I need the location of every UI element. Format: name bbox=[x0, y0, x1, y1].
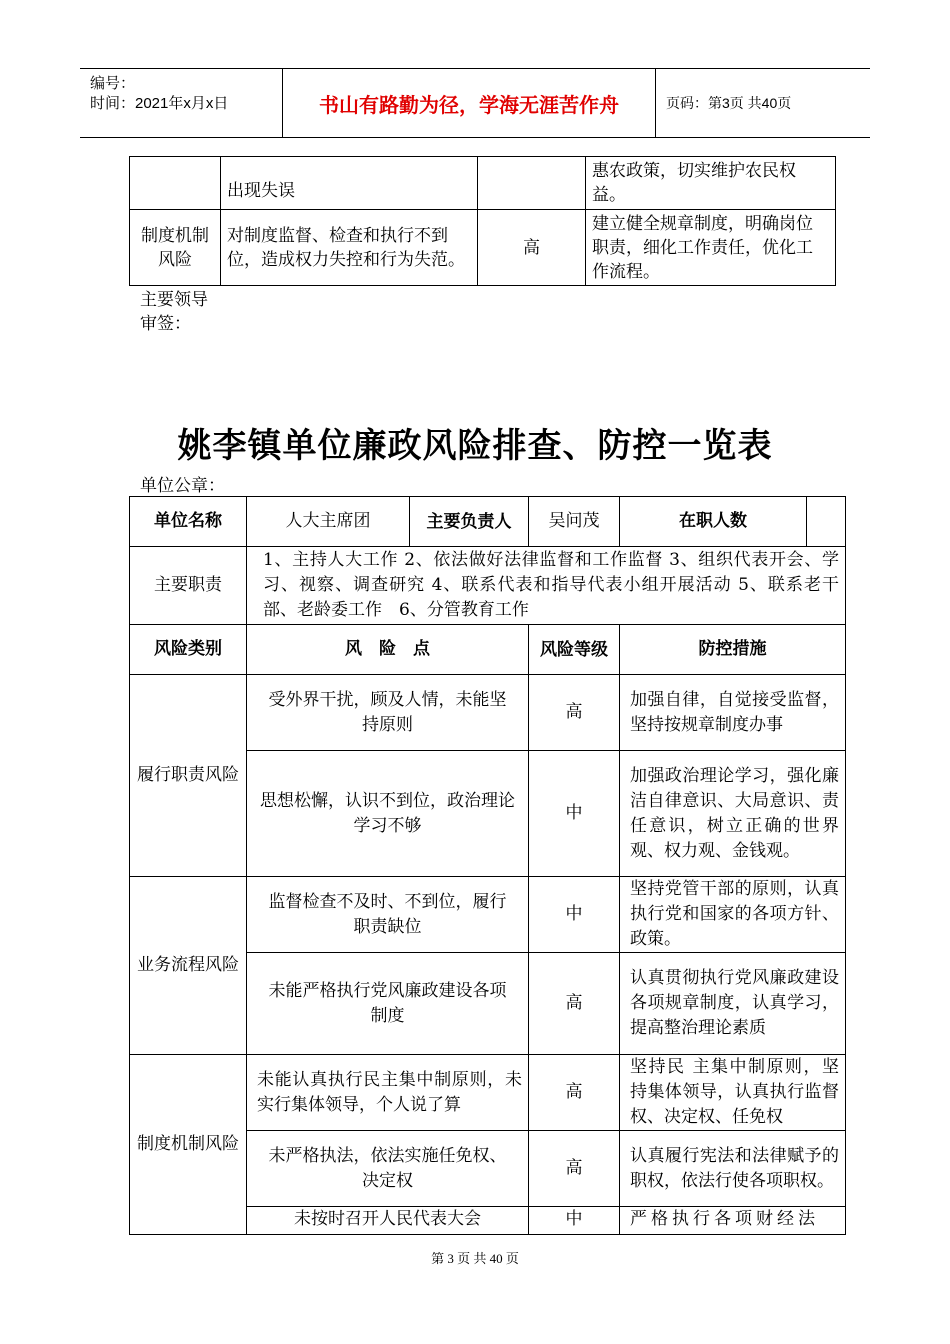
cell-category: 履行职责风险 bbox=[130, 675, 247, 877]
cell-level bbox=[478, 157, 586, 210]
cell-level: 高 bbox=[529, 675, 620, 751]
number-label: 编号： bbox=[90, 75, 136, 92]
cell-level: 高 bbox=[529, 1131, 620, 1207]
cell-level: 中 bbox=[529, 1207, 620, 1235]
duty-label: 主要职责 bbox=[130, 547, 247, 625]
cell-point: 出现失误 bbox=[221, 157, 478, 210]
cell-level: 高 bbox=[529, 953, 620, 1055]
cell-level: 高 bbox=[529, 1055, 620, 1131]
header-page-info: 页码：第3页 共40页 bbox=[666, 95, 792, 111]
cell-measure: 加强政治理论学习，强化廉洁自律意识、大局意识、责任意识，树立正确的世界观、权力观、金钱观。 bbox=[620, 751, 846, 877]
unit-info-row bbox=[130, 497, 846, 547]
header-category: 风险类别 bbox=[130, 625, 247, 675]
cell-measure: 坚持民 主集中制原则，坚持集体领导，认真执行监督权、决定权、任免权 bbox=[620, 1055, 846, 1131]
table-row bbox=[130, 1055, 846, 1131]
header-meta bbox=[80, 69, 282, 137]
cell-measure: 认真履行宪法和法律赋予的职权，依法行使各项职权。 bbox=[620, 1131, 846, 1207]
cell-category: 制度机制风险 bbox=[130, 210, 221, 286]
unit-name-label: 单位名称 bbox=[130, 497, 247, 547]
page-footer: 第 3 页 共 40 页 bbox=[431, 1251, 519, 1266]
cell-measure: 严格执行各项财经法 bbox=[620, 1207, 846, 1235]
cell-point: 受外界干扰，顾及人情，未能坚持原则 bbox=[247, 675, 529, 751]
signature-label: 主要领导审签： bbox=[140, 290, 208, 334]
table-row bbox=[130, 877, 846, 953]
cell-point: 监督检查不及时、不到位，履行职责缺位 bbox=[247, 877, 529, 953]
cell-measure: 惠农政策，切实维护农民权益。 bbox=[586, 157, 836, 210]
seal-label: 单位公章： bbox=[140, 476, 225, 496]
cell-point: 未严格执法，依法实施任免权、决定权 bbox=[247, 1131, 529, 1207]
cell-level: 中 bbox=[529, 751, 620, 877]
date-label: 时间：2021年x月x日 bbox=[90, 95, 229, 112]
table-row bbox=[130, 210, 836, 286]
cell-measure: 加强自律，自觉接受监督，坚持按规章制度办事 bbox=[620, 675, 846, 751]
cell-measure: 认真贯彻执行党风廉政建设各项规章制度，认真学习，提高整治理论素质 bbox=[620, 953, 846, 1055]
header-point: 风 险 点 bbox=[247, 625, 529, 675]
risk-table bbox=[129, 496, 846, 1235]
cell-measure: 坚持党管干部的原则，认真执行党和国家的各项方针、政策。 bbox=[620, 877, 846, 953]
leader-value: 吴问茂 bbox=[529, 497, 620, 547]
cell-measure: 建立健全规章制度，明确岗位职责，细化工作责任，优化工作流程。 bbox=[586, 210, 836, 286]
staff-label: 在职人数 bbox=[620, 497, 807, 547]
cell-point: 思想松懈，认识不到位，政治理论学习不够 bbox=[247, 751, 529, 877]
cell-level: 高 bbox=[478, 210, 586, 286]
header-level: 风险等级 bbox=[529, 625, 620, 675]
cell-category: 制度机制风险 bbox=[130, 1055, 247, 1235]
header-measure: 防控措施 bbox=[620, 625, 846, 675]
staff-value bbox=[807, 497, 846, 547]
cell-point: 未能严格执行党风廉政建设各项制度 bbox=[247, 953, 529, 1055]
cell-point: 未按时召开人民代表大会 bbox=[247, 1207, 529, 1235]
cell-point: 对制度监督、检查和执行不到位，造成权力失控和行为失范。 bbox=[221, 210, 478, 286]
table-row bbox=[130, 157, 836, 210]
duty-text: 1、主持人大工作 2、依法做好法律监督和工作监督 3、组织代表开会、学习、视察、调查研究 4、联系代表和指导代表小组开展活动 5、联系老干部、老龄委工作 6、分管教育工作 bbox=[247, 547, 846, 625]
cell-level: 中 bbox=[529, 877, 620, 953]
cell-point: 未能认真执行民主集中制原则，未实行集体领导，个人说了算 bbox=[247, 1055, 529, 1131]
cell-category: 业务流程风险 bbox=[130, 877, 247, 1055]
top-table bbox=[129, 156, 836, 286]
page-header bbox=[80, 68, 870, 138]
duty-row bbox=[130, 547, 846, 625]
header-motto: 书山有路勤为径，学海无涯苦作舟 bbox=[282, 69, 656, 137]
page-title: 姚李镇单位廉政风险排查、防控一览表 bbox=[177, 426, 773, 466]
unit-name-value: 人大主席团 bbox=[247, 497, 410, 547]
table-row bbox=[130, 675, 846, 751]
leader-label: 主要负责人 bbox=[410, 497, 529, 547]
cell-category bbox=[130, 157, 221, 210]
header-row bbox=[130, 625, 846, 675]
